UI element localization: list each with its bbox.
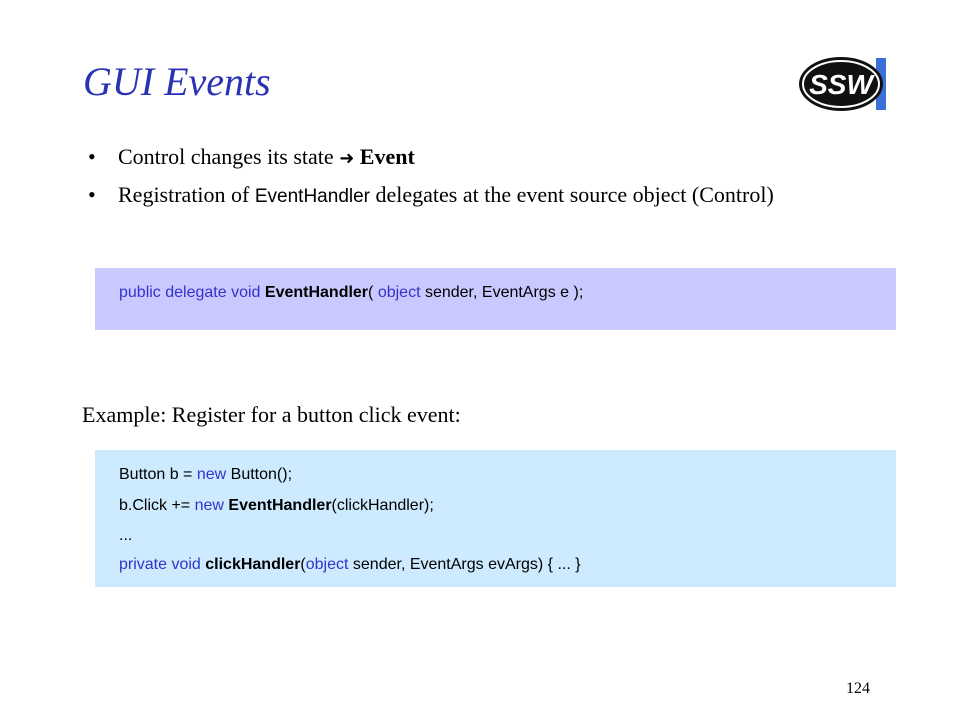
example-label: Example: Register for a button click event: bbox=[82, 402, 461, 427]
bullet-text-part: Control changes its state bbox=[118, 144, 340, 169]
code-text: (clickHandler); bbox=[331, 497, 434, 514]
bullet-text-part: delegates at the event source object (Control) bbox=[370, 182, 774, 207]
logo-text: SSW bbox=[809, 69, 873, 100]
code-line bbox=[119, 556, 581, 574]
code-line bbox=[119, 527, 132, 545]
code-line bbox=[119, 497, 434, 515]
code-keyword: new bbox=[194, 497, 224, 514]
code-text: b.Click += bbox=[119, 497, 195, 514]
example-code-block bbox=[95, 450, 896, 587]
bullet-text bbox=[118, 180, 868, 212]
code-keyword: new bbox=[196, 466, 227, 483]
code-text: ( bbox=[300, 556, 306, 573]
bullet-code-term: EventHandler bbox=[254, 186, 370, 207]
code-keyword: object bbox=[305, 556, 349, 573]
bullet-list bbox=[88, 142, 868, 218]
bullet-item bbox=[88, 142, 868, 174]
code-keyword: private void bbox=[119, 556, 206, 573]
bullet-dot: • bbox=[88, 182, 96, 207]
page-number: 124 bbox=[846, 680, 870, 697]
code-text: sender, EventArgs e ); bbox=[420, 284, 584, 301]
code-text: ( bbox=[368, 284, 378, 301]
bullet-text bbox=[118, 142, 868, 174]
code-type-name: EventHandler bbox=[264, 284, 369, 301]
code-keyword: public delegate void bbox=[119, 284, 265, 301]
code-text: Button(); bbox=[226, 466, 293, 483]
code-text: sender, EventArgs evArgs) { ... } bbox=[348, 556, 581, 573]
code-line bbox=[119, 284, 583, 302]
arrow-icon: ➜ bbox=[339, 148, 355, 169]
bullet-item bbox=[88, 180, 868, 212]
bullet-text-emphasis: Event bbox=[354, 144, 415, 169]
code-text: Button b = bbox=[119, 466, 197, 483]
slide-title: GUI Events bbox=[83, 59, 271, 104]
bullet-dot: • bbox=[88, 144, 96, 169]
ssw-logo-icon bbox=[798, 56, 888, 112]
code-type-name: EventHandler bbox=[228, 497, 332, 514]
delegate-code-block bbox=[95, 268, 896, 330]
code-keyword: object bbox=[377, 284, 421, 301]
code-method-name: clickHandler bbox=[205, 556, 301, 573]
code-line bbox=[119, 466, 292, 484]
code-text: ... bbox=[119, 527, 133, 544]
bullet-text-part: Registration of bbox=[118, 182, 255, 207]
